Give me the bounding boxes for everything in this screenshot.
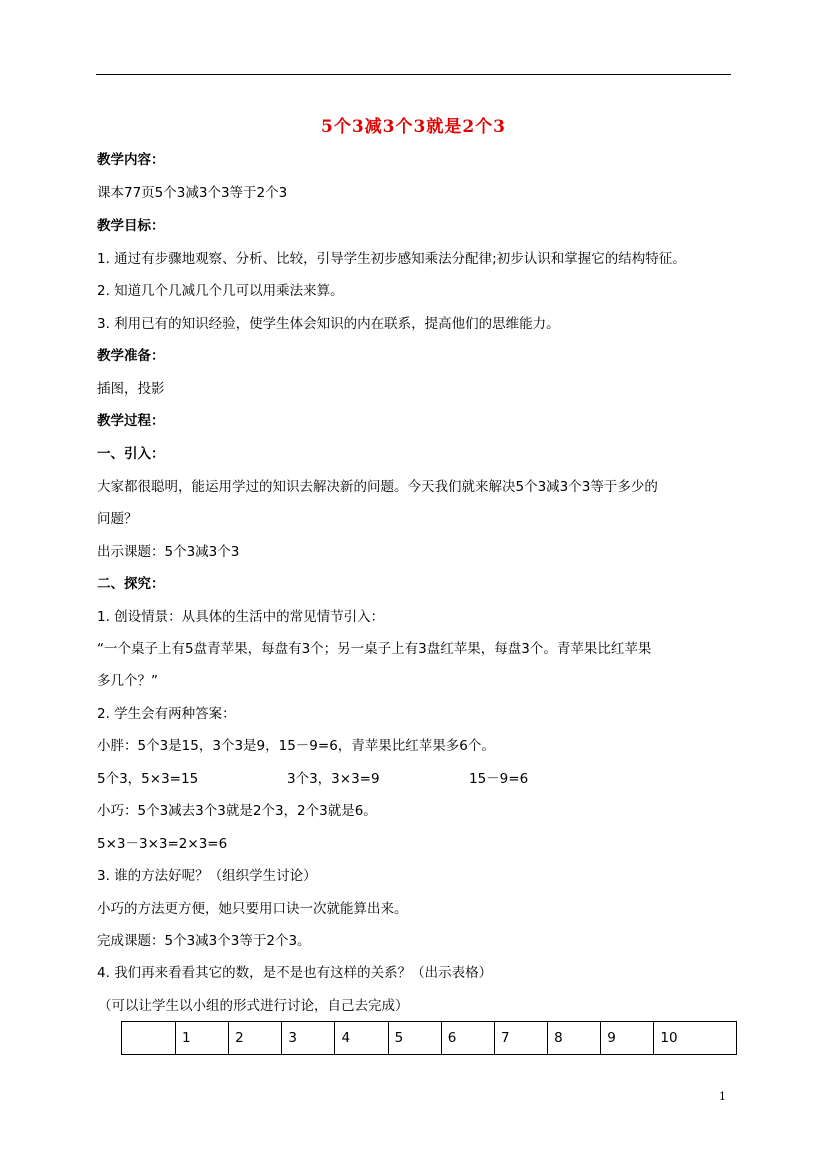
table-cell: 8 bbox=[548, 1022, 601, 1055]
goal-item-3: 3. 利用已有的知识经验，使学生体会知识的内在联系，提高他们的思维能力。 bbox=[97, 316, 560, 332]
explore-step-3: 3. 谁的方法好呢？（组织学生讨论） bbox=[97, 868, 317, 884]
table-cell: 4 bbox=[335, 1022, 388, 1055]
table-cell: 10 bbox=[654, 1022, 737, 1055]
calc-c: 15－9=6 bbox=[469, 771, 529, 787]
table-row bbox=[122, 1022, 737, 1055]
goal-item-2: 2. 知道几个几减几个几可以用乘法来算。 bbox=[97, 283, 344, 299]
intro-line-3: 出示课题：5个3减3个3 bbox=[97, 544, 240, 560]
explore-heading: 二、探究： bbox=[97, 576, 165, 592]
formula: 5×3－3×3=2×3=6 bbox=[97, 836, 228, 852]
group-note: （可以让学生以小组的形式进行讨论，自己去完成） bbox=[98, 998, 409, 1014]
table-cell: 7 bbox=[494, 1022, 547, 1055]
explore-step-1: 1. 创设情景：从具体的生活中的常见情节引入： bbox=[97, 609, 385, 625]
header-rule bbox=[96, 74, 731, 75]
intro-line-2: 问题？ bbox=[97, 511, 138, 527]
number-table bbox=[121, 1021, 737, 1055]
xiaoqiao-answer: 小巧：5个3减去3个3就是2个3，2个3就是6。 bbox=[97, 803, 377, 819]
intro-line-1: 大家都很聪明，能运用学过的知识去解决新的问题。今天我们就来解决5个3减3个3等于多少的 bbox=[97, 479, 658, 495]
intro-heading: 一、引入： bbox=[97, 446, 165, 462]
process-heading: 教学过程： bbox=[97, 413, 165, 429]
prep-heading: 教学准备： bbox=[97, 348, 165, 364]
goals-heading: 教学目标： bbox=[97, 218, 165, 234]
table-cell: 1 bbox=[176, 1022, 229, 1055]
table-cell: 5 bbox=[388, 1022, 441, 1055]
goal-item-1: 1. 通过有步骤地观察、分析、比较，引导学生初步感知乘法分配律;初步认识和掌握它的结构特征。 bbox=[97, 251, 686, 267]
xiaoqiao-better: 小巧的方法更方便，她只要用口诀一次就能算出来。 bbox=[97, 901, 408, 917]
quote-line-1: “一个桌子上有5盘青苹果，每盘有3个；另一桌子上有3盘红苹果，每盘3个。青苹果比红苹果 bbox=[97, 641, 652, 657]
page-title: 5个3减3个3就是2个3 bbox=[321, 117, 506, 137]
table-cell bbox=[122, 1022, 176, 1055]
content-heading: 教学内容： bbox=[97, 152, 165, 168]
explore-step-2: 2. 学生会有两种答案： bbox=[97, 706, 236, 722]
complete-topic: 完成课题：5个3减3个3等于2个3。 bbox=[97, 933, 311, 949]
table-cell: 3 bbox=[282, 1022, 335, 1055]
prep-text: 插图，投影 bbox=[97, 381, 165, 397]
table-cell: 6 bbox=[441, 1022, 494, 1055]
quote-line-2: 多几个？” bbox=[97, 673, 158, 689]
table-cell: 9 bbox=[601, 1022, 654, 1055]
page-number: 1 bbox=[719, 1090, 726, 1103]
table-cell: 2 bbox=[229, 1022, 282, 1055]
xiaopang-answer: 小胖：5个3是15，3个3是9，15－9=6，青苹果比红苹果多6个。 bbox=[97, 738, 495, 754]
calc-b: 3个3，3×3=9 bbox=[287, 771, 380, 787]
explore-step-4: 4. 我们再来看看其它的数，是不是也有这样的关系？（出示表格） bbox=[97, 965, 493, 981]
calc-a: 5个3，5×3=15 bbox=[97, 771, 199, 787]
content-text: 课本77页5个3减3个3等于2个3 bbox=[97, 185, 288, 201]
